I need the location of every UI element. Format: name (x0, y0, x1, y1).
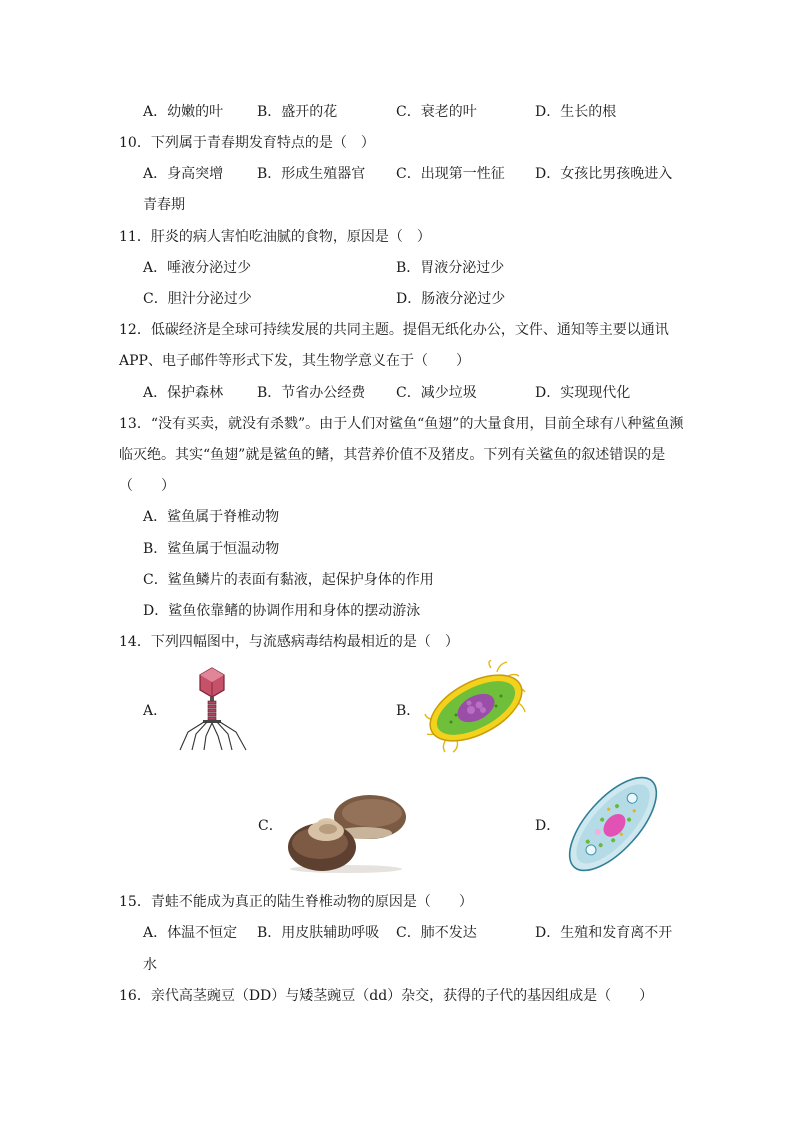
q15-option-d: D．生殖和发育离不开 (535, 925, 673, 941)
q12-stem-line2: APP、电子邮件等形式下发，其生物学意义在于（ ） (119, 353, 470, 369)
q15-option-b: B．用皮肤辅助呼吸 (257, 925, 380, 941)
q12-option-c: C．减少垃圾 (396, 385, 477, 401)
q14-stem: 14．下列四幅图中，与流感病毒结构最相近的是（ ） (119, 634, 459, 650)
q14-label-a: A． (143, 703, 168, 719)
q15-option-c: C．肺不发达 (396, 925, 477, 941)
q16-stem: 16．亲代高茎豌豆（DD）与矮茎豌豆（dd）杂交，获得的子代的基因组成是（ ） (119, 988, 654, 1004)
q13-option-b: B．鲨鱼属于恒温动物 (143, 541, 280, 557)
q11-option-c: C．胆汁分泌过少 (143, 291, 252, 307)
q10-option-d-continued: 青春期 (143, 197, 185, 213)
mushroom-image (284, 777, 408, 875)
q9-option-b: B．盛开的花 (257, 104, 338, 120)
q11-stem: 11．肝炎的病人害怕吃油腻的食物，原因是（ ） (119, 229, 431, 245)
q11-option-a: A．唾液分泌过少 (143, 260, 252, 276)
q9-option-d: D．生长的根 (535, 104, 617, 120)
q12-option-d: D．实现现代化 (535, 385, 631, 401)
q12-option-b: B．节省办公经费 (257, 385, 366, 401)
q13-option-c: C．鲨鱼鳞片的表面有黏液，起保护身体的作用 (143, 572, 434, 588)
q13-stem-line2: 临灭绝。其实“鱼翅”就是鲨鱼的鳍，其营养价值不及猪皮。下列有关鲨鱼的叙述错误的是 (119, 447, 666, 463)
q10-option-c: C．出现第一性征 (396, 166, 505, 182)
q14-label-d: D． (535, 818, 561, 834)
q14-label-c: C． (258, 818, 283, 834)
q13-stem-line1: 13．“没有买卖，就没有杀戮”。由于人们对鲨鱼“鱼翅”的大量食用，目前全球有八种鲨鱼濒 (119, 416, 684, 432)
q10-stem: 10．下列属于青春期发育特点的是（ ） (119, 135, 375, 151)
q9-option-c: C．衰老的叶 (396, 104, 477, 120)
q13-option-d: D．鲨鱼依靠鳍的协调作用和身体的摆动游泳 (143, 603, 421, 619)
paramecium-image (562, 770, 664, 878)
q10-option-a: A．身高突增 (143, 166, 224, 182)
q15-option-d-continued: 水 (143, 957, 157, 973)
q15-option-a: A．体温不恒定 (143, 925, 238, 941)
q15-stem: 15．青蛙不能成为真正的陆生脊椎动物的原因是（ ） (119, 894, 473, 910)
q13-stem-line3: （ ） (119, 478, 175, 494)
q13-option-a: A．鲨鱼属于脊椎动物 (143, 509, 280, 525)
q11-option-b: B．胃液分泌过少 (396, 260, 505, 276)
q12-option-a: A．保护森林 (143, 385, 224, 401)
q14-label-b: B． (396, 703, 421, 719)
bacterium-image (421, 660, 533, 754)
q10-option-d: D．女孩比男孩晚进入 (535, 166, 673, 182)
q10-option-b: B．形成生殖器官 (257, 166, 366, 182)
q11-option-d: D．肠液分泌过少 (396, 291, 506, 307)
q9-option-a: A．幼嫩的叶 (143, 104, 224, 120)
bacteriophage-image (176, 666, 252, 752)
q12-stem-line1: 12．低碳经济是全球可持续发展的共同主题。提倡无纸化办公，文件、通知等主要以通讯 (119, 322, 669, 338)
